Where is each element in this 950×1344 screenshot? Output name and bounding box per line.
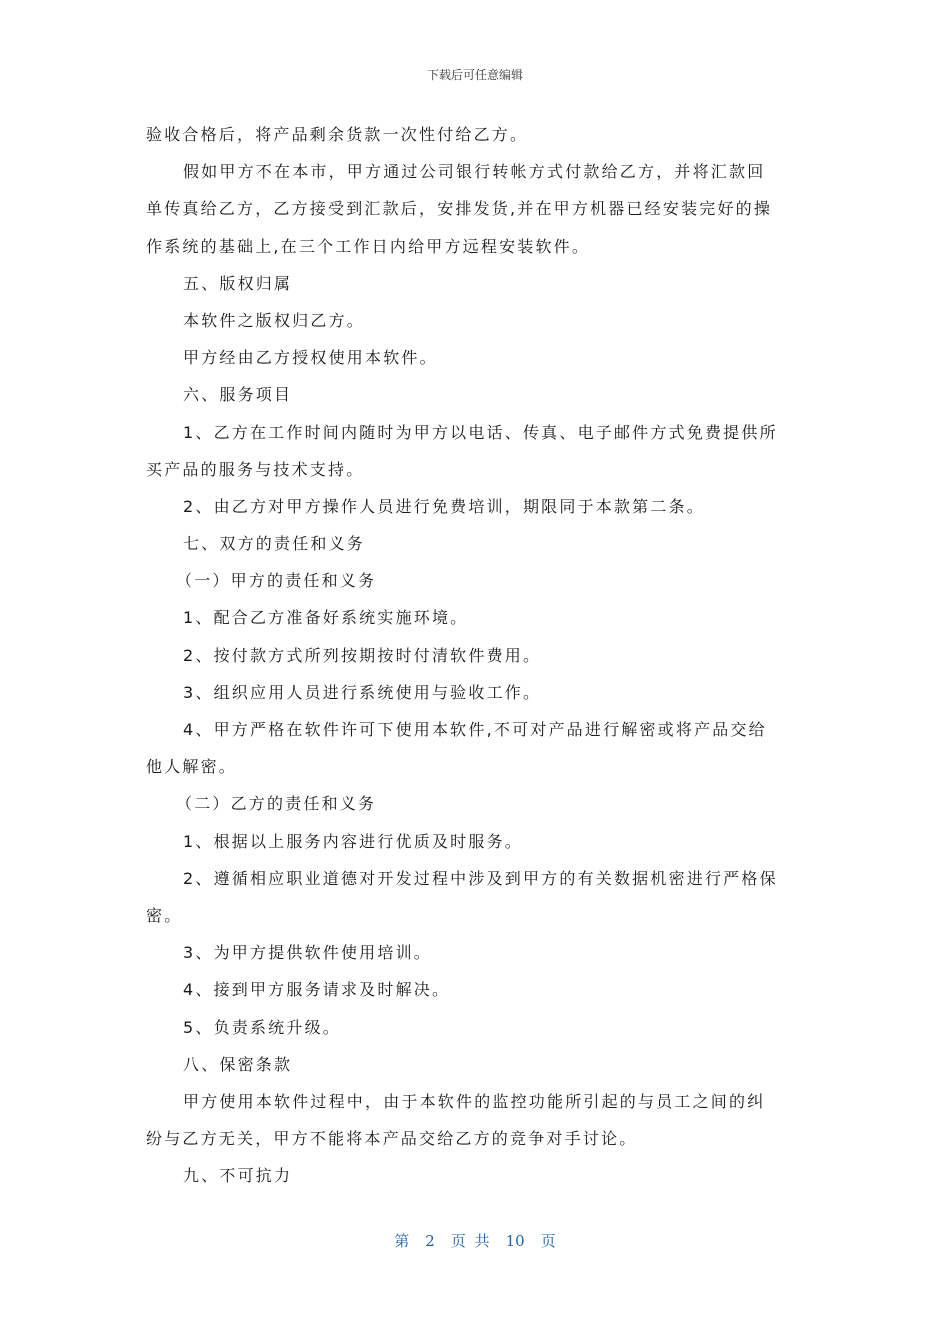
- text-line: 六、服务项目: [183, 385, 293, 405]
- text-line: 九、不可抗力: [183, 1166, 293, 1186]
- text-line: 密。: [146, 905, 183, 925]
- text-line: 八、保密条款: [183, 1054, 293, 1074]
- footer-current-page: 2: [425, 1232, 435, 1250]
- footer-prefix: 第: [394, 1232, 410, 1250]
- text-line: （二）乙方的责任和义务: [176, 794, 377, 814]
- text-line: 1、配合乙方准备好系统实施环境。: [183, 608, 469, 628]
- text-line: 验收合格后，将产品剩余货款一次性付给乙方。: [146, 125, 529, 144]
- text-line: 3、为甲方提供软件使用培训。: [183, 943, 432, 963]
- text-line: 2、由乙方对甲方操作人员进行免费培训，期限同于本款第二条。: [183, 496, 705, 516]
- text-line: 本软件之版权归乙方。: [183, 310, 366, 330]
- page-footer: [0, 1230, 950, 1251]
- footer-total-pages: 10: [505, 1232, 525, 1250]
- text-line: 假如甲方不在本市，甲方通过公司银行转帐方式付款给乙方，并将汇款回: [183, 162, 766, 182]
- text-line: 买产品的服务与技术支持。: [146, 459, 365, 479]
- text-line: （一）甲方的责任和义务: [176, 571, 377, 591]
- text-line: 作系统的基础上,在三个工作日内给甲方远程安装软件。: [146, 236, 591, 256]
- text-line: 纷与乙方无关，甲方不能将本产品交给乙方的竞争对手讨论。: [146, 1129, 638, 1149]
- text-line: 甲方使用本软件过程中，由于本软件的监控功能所引起的与员工之间的纠: [183, 1091, 766, 1111]
- document-body: [146, 116, 808, 1194]
- text-line: 2、按付款方式所列按期按时付清软件费用。: [183, 645, 542, 665]
- text-line: 3、组织应用人员进行系统使用与验收工作。: [183, 682, 542, 702]
- text-line: 他人解密。: [146, 757, 238, 777]
- text-line: 2、遵循相应职业道德对开发过程中涉及到甲方的有关数据机密进行严格保: [183, 868, 778, 888]
- text-line: 4、甲方严格在软件许可下使用本软件,不可对产品进行解密或将产品交给: [183, 720, 767, 739]
- text-line: 5、负责系统升级。: [183, 1017, 341, 1037]
- page-header: 下载后可任意编辑: [426, 68, 523, 82]
- text-line: 1、乙方在工作时间内随时为甲方以电话、传真、电子邮件方式免费提供所: [183, 422, 778, 442]
- text-line: 4、接到甲方服务请求及时解决。: [183, 980, 451, 1000]
- text-line: 五、版权归属: [183, 273, 293, 293]
- text-line: 七、双方的责任和义务: [183, 534, 366, 554]
- text-line: 1、根据以上服务内容进行优质及时服务。: [183, 831, 523, 851]
- text-line: 甲方经由乙方授权使用本软件。: [183, 348, 438, 368]
- footer-suffix: 页: [540, 1232, 556, 1250]
- footer-middle: 页 共: [450, 1232, 490, 1250]
- text-line: 单传真给乙方，乙方接受到汇款后，安排发货,并在甲方机器已经安装完好的操: [146, 199, 773, 219]
